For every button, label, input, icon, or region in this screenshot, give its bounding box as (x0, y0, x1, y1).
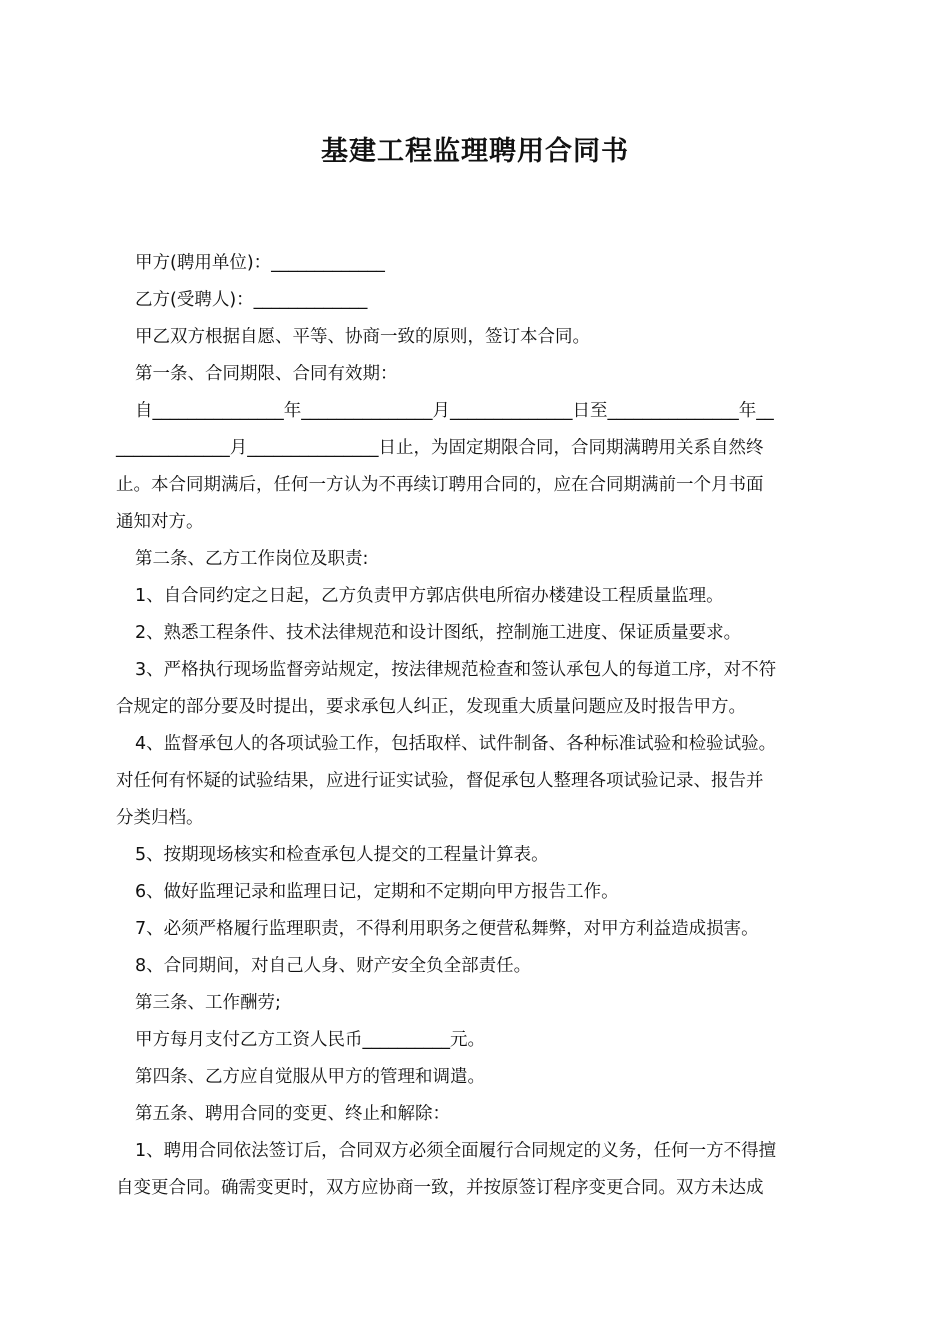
contract-line: 甲乙双方根据自愿、平等、协商一致的原则，签订本合同。 (135, 327, 590, 347)
contract-line: 第二条、乙方工作岗位及职责: (135, 549, 369, 569)
contract-line: 通知对方。 (116, 512, 204, 532)
contract-line: 8、合同期间，对自己人身、财产安全负全部责任。 (135, 956, 532, 976)
contract-line: 对任何有怀疑的试验结果，应进行证实试验，督促承包人整理各项试验记录、报告并 (116, 771, 764, 791)
contract-line: 第三条、工作酬劳; (135, 993, 281, 1013)
contract-line: 乙方(受聘人)：_____________ (135, 290, 368, 310)
contract-line: 自_______________年_______________月______________日至_______________年__ (135, 401, 774, 421)
contract-line: 1、聘用合同依法签订后，合同双方必须全面履行合同规定的义务，任何一方不得擅 (135, 1141, 777, 1161)
contract-line: 第四条、乙方应自觉服从甲方的管理和调遣。 (135, 1067, 485, 1087)
contract-line: 第五条、聘用合同的变更、终止和解除： (135, 1104, 450, 1124)
contract-line: 合规定的部分要及时提出，要求承包人纠正，发现重大质量问题应及时报告甲方。 (116, 697, 746, 717)
contract-line: 甲方每月支付乙方工资人民币__________元。 (135, 1030, 485, 1050)
contract-line: 自变更合同。确需变更时，双方应协商一致，并按原签订程序变更合同。双方未达成 (116, 1178, 764, 1198)
contract-line: _____________月_______________日止，为固定期限合同，合同期满聘用关系自然终 (116, 438, 764, 458)
contract-line: 6、做好监理记录和监理日记，定期和不定期向甲方报告工作。 (135, 882, 619, 902)
contract-line: 1、自合同约定之日起，乙方负责甲方郭店供电所宿办楼建设工程质量监理。 (135, 586, 724, 606)
contract-line: 分类归档。 (116, 808, 204, 828)
contract-line: 2、熟悉工程条件、技术法律规范和设计图纸，控制施工进度、保证质量要求。 (135, 623, 742, 643)
contract-line: 甲方(聘用单位)：_____________ (135, 253, 385, 273)
contract-line: 7、必须严格履行监理职责，不得利用职务之便营私舞弊，对甲方利益造成损害。 (135, 919, 759, 939)
contract-line: 4、监督承包人的各项试验工作，包括取样、试件制备、各种标准试验和检验试验。 (135, 734, 777, 754)
contract-line: 3、严格执行现场监督旁站规定，按法律规范检查和签认承包人的每道工序，对不符 (135, 660, 777, 680)
document-title: 基建工程监理聘用合同书 (321, 136, 629, 167)
contract-body (116, 245, 836, 1207)
contract-line: 止。本合同期满后，任何一方认为不再续订聘用合同的，应在合同期满前一个月书面 (116, 475, 764, 495)
contract-line: 第一条、合同期限、合同有效期： (135, 364, 398, 384)
contract-line: 5、按期现场核实和检查承包人提交的工程量计算表。 (135, 845, 549, 865)
